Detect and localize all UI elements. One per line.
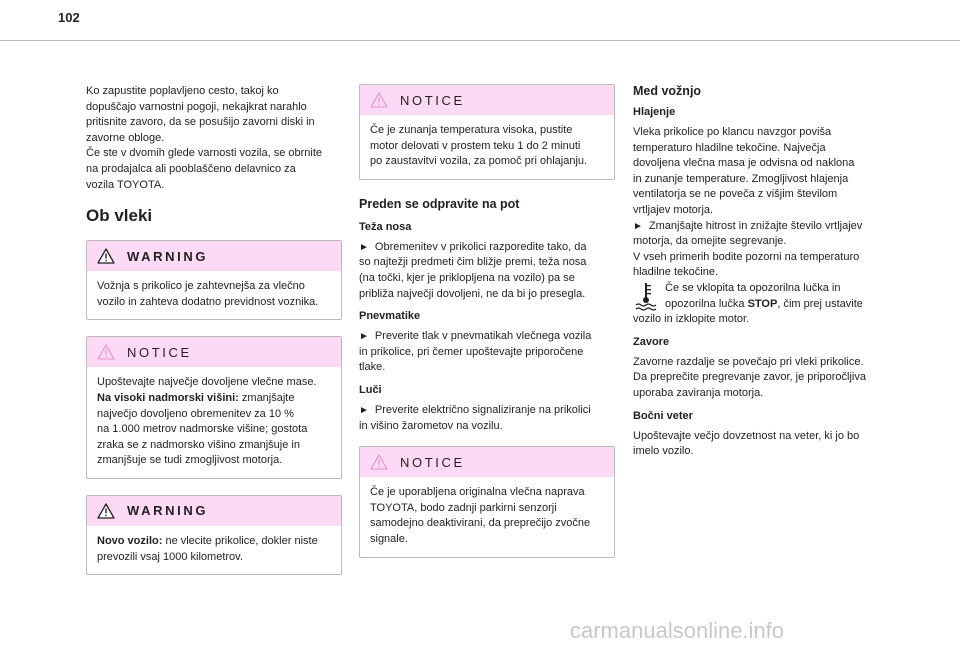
subheading-nose-weight: Teža nosa [359,220,412,233]
notice-header [87,337,341,367]
notice-header [360,85,614,115]
warning-text: Vožnja s prikolico je zahtevnejša za vlečno vozilo in zahteva dodatno previdnost voznika. [97,280,319,308]
section-heading-towing: Ob vleki [86,206,153,226]
column-3 [633,84,889,460]
top-divider [0,40,960,41]
warning-box-new-vehicle [86,495,342,575]
paragraph-brakes: Zavorne razdalje se povečajo pri vleki prikolice. Da preprečite pregrevanje zavor, je priporočljiva uporaba zaviranja motorja. [633,355,866,399]
warning-box [86,240,342,320]
notice-header [360,447,614,477]
warning-triangle-icon [97,248,115,264]
notice-triangle-icon [370,92,388,108]
warning-header [87,496,341,526]
watermark: carmanualsonline.info [570,618,785,643]
paragraph-nose-weight: ► Obremenitev v prikolici razporedite tako, da so najtežji predmeti čim bližje premi, teža nosa (na točki, kjer je priklopljena na vozilo) pa se približa največji dovoljeni, ne da bi jo presegla. [359,240,587,300]
notice-box [86,336,342,479]
warning-title: WARNING [127,503,209,519]
subheading-tyres: Pnevmatike [359,310,421,323]
notice-text: Če je zunanja temperatura visoka, pustite motor delovati v prostem teku 1 do 2 minuti po zaustavitvi vozila, za pomoč pri ohlajanju. [370,124,588,168]
notice-title: NOTICE [400,454,465,470]
paragraph-crosswind: Upoštevajte večjo dovzetnost na veter, ki jo bo imelo vozilo. [633,429,860,458]
notice-triangle-icon [370,454,388,470]
column-1 [86,84,342,575]
coolant-warning-text: Če se vklopita ta opozorilna lučka in opozorilna lučka STOP, čim prej ustavite [665,281,863,310]
paragraph-cooling: Vleka prikolice po klancu navzgor poviša temperaturo hladilne tekočine. Največja dovoljena vlečna masa je odvisna od naklona in zunanje temperature. Zmogljivost hlajenja ventilatorja se ne poveča z višjim številom vrtljajev motorja. ► Zmanjšajte hitrost in znižajte število vrtljajev motorja, da omejite segrevanje. V vseh primerih bodite pozorni na temperaturo hladilne tekočine. [633,126,863,279]
column-2 [359,84,615,558]
notice-text: Če je uporabljena originalna vlečna naprava TOYOTA, bodo zadnji parkirni senzorji samodejno deaktivirani, da preprečijo zvočne signale. [370,486,591,545]
notice-text: Upoštevajte največje dovoljene vlečne mase. Na visoki nadmorski višini: zmanjšajte največjo dovoljeno obremenitev za 10 % na 1.000 metrov nadmorske višine; gostota zraka se z nadmorsko višino zmanjšuje in zmanjšuje se tudi zmogljivost motorja. [97,376,317,467]
coolant-warning-line [633,281,889,312]
section-heading-before-departure: Preden se odpravite na pot [359,196,520,211]
subheading-brakes: Zavore [633,335,670,348]
notice-box-temperature [359,84,615,180]
section-heading-while-driving: Med vožnjo [633,84,702,98]
paragraph-lights: ► Preverite električno signaliziranje na prikolici in višino žarometov na vozilu. [359,403,591,432]
intro-paragraph: Ko zapustite poplavljeno cesto, takoj ko dopuščajo varnostni pogoji, nekajkrat narahlo pritisnite zavoro, da se posušijo zavorni diski in zavorne obloge. Če ste v dvomih glede varnosti vozila, se obrnite na prodajalca ali pooblaščeno delavnico za vozila TOYOTA. [86,85,323,191]
warning-title: WARNING [127,248,209,264]
page-number: 102 [58,10,80,25]
notice-title: NOTICE [127,344,192,360]
subheading-lights: Luči [359,383,382,396]
paragraph-tyres: ► Preverite tlak v pnevmatikah vlečnega vozila in prikolice, pri čemer upoštevajte priporočene tlake. [359,330,592,374]
subheading-cooling: Hlajenje [633,106,676,118]
coolant-temperature-icon [633,281,661,311]
subheading-crosswind: Bočni veter [633,409,693,422]
notice-triangle-icon [97,344,115,360]
notice-title: NOTICE [400,92,465,108]
warning-triangle-icon [97,503,115,519]
warning-text: Novo vozilo: ne vlecite prikolice, dokler niste prevozili vsaj 1000 kilometrov. [97,534,318,563]
paragraph-stop-engine: vozilo in izklopite motor. [633,313,750,326]
notice-box-parking-sensors [359,446,615,557]
warning-header [87,241,341,271]
